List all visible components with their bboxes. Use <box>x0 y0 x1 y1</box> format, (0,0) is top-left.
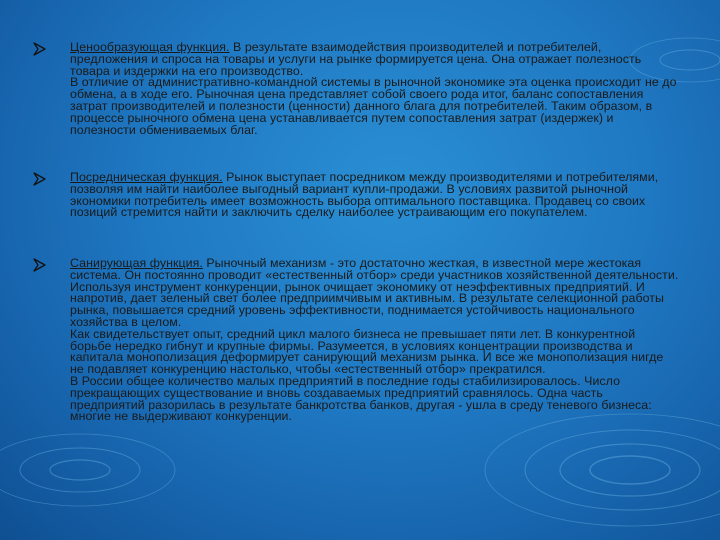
item-paragraph: В отличие от административно-командной системы в рыночной экономике эта оценка происходит не до обмена, а в ходе его. Рыночная цена представляет собой своего рода итог, баланс сопоставления затрат производителей и полезности (ценности) данного блага для потребителей. Таким образом, в процессе рыночного обмена цена устанавливается путем сопоставления затрат (издержек) и полезности обмениваемых благ. <box>70 75 677 137</box>
item-paragraph: Как свидетельствует опыт, средний цикл малого бизнеса не превышает пяти лет. В конкурентной борьбе нередко гибнут и крупные фирмы. Разумеется, в условиях концентрации производства и капитала монополизация деформирует санирующий механизм рынка. И все же монополизация нигде не подавляет конкуренцию настолько, чтобы «естественный отбор» прекратился. <box>70 326 664 377</box>
list-item-pricing-function <box>70 42 680 136</box>
term-pricing-function: Ценообразующая функция. <box>70 40 230 54</box>
arrowhead-bullet-icon <box>30 41 50 57</box>
arrowhead-bullet-icon <box>30 171 50 187</box>
item-paragraph: Посредническая функция. Рынок выступает посредником между производителями и потребителями, позволяя им найти наиболее выгодный вариант купли-продажи. В условиях развитой рыночной экономики потребитель имеет возможность выбора оптимального поставщика. Продавец со своих позиций стремится найти и заключить сделку наиболее устраивающим его покупателем. <box>70 170 659 220</box>
term-sanitizing-function: Санирующая функция. <box>70 256 203 270</box>
item-paragraph: В России общее количество малых предприятий в последние годы стабилизировалось. Число прекращающих существование и вновь создаваемых предприятий сравнялось. Одна часть предприятий разорилась в результате банкротства банков, другая - ушла в среду теневого бизнеса: многие не выдерживают конкуренции. <box>70 373 652 424</box>
arrowhead-bullet-icon <box>30 257 50 273</box>
list-item-sanitizing-function <box>70 258 680 423</box>
item-paragraph: Ценообразующая функция. В результате взаимодействия производителей и потребителей, предложения и спроса на товары и услуги на рынке формируется цена. Она отражает полезность товара и издержки на его производство. <box>70 40 642 78</box>
list-item-intermediary-function <box>70 172 680 219</box>
term-intermediary-function: Посредническая функция. <box>70 170 223 184</box>
item-paragraph: Санирующая функция. Рыночный механизм - это достаточно жесткая, в известной мере жестокая система. Он постоянно проводит «естественный отбор» среди участников хозяйственной деятельности. Используя инструмент конкуренции, рынок очищает экономику от неэффективных предприятий. И напротив, дает зеленый свет более предприимчивым и активным. В результате селекционной работы рынка, повышается средний уровень эффективности, поднимается устойчивость национального хозяйства в целом. <box>70 256 679 329</box>
